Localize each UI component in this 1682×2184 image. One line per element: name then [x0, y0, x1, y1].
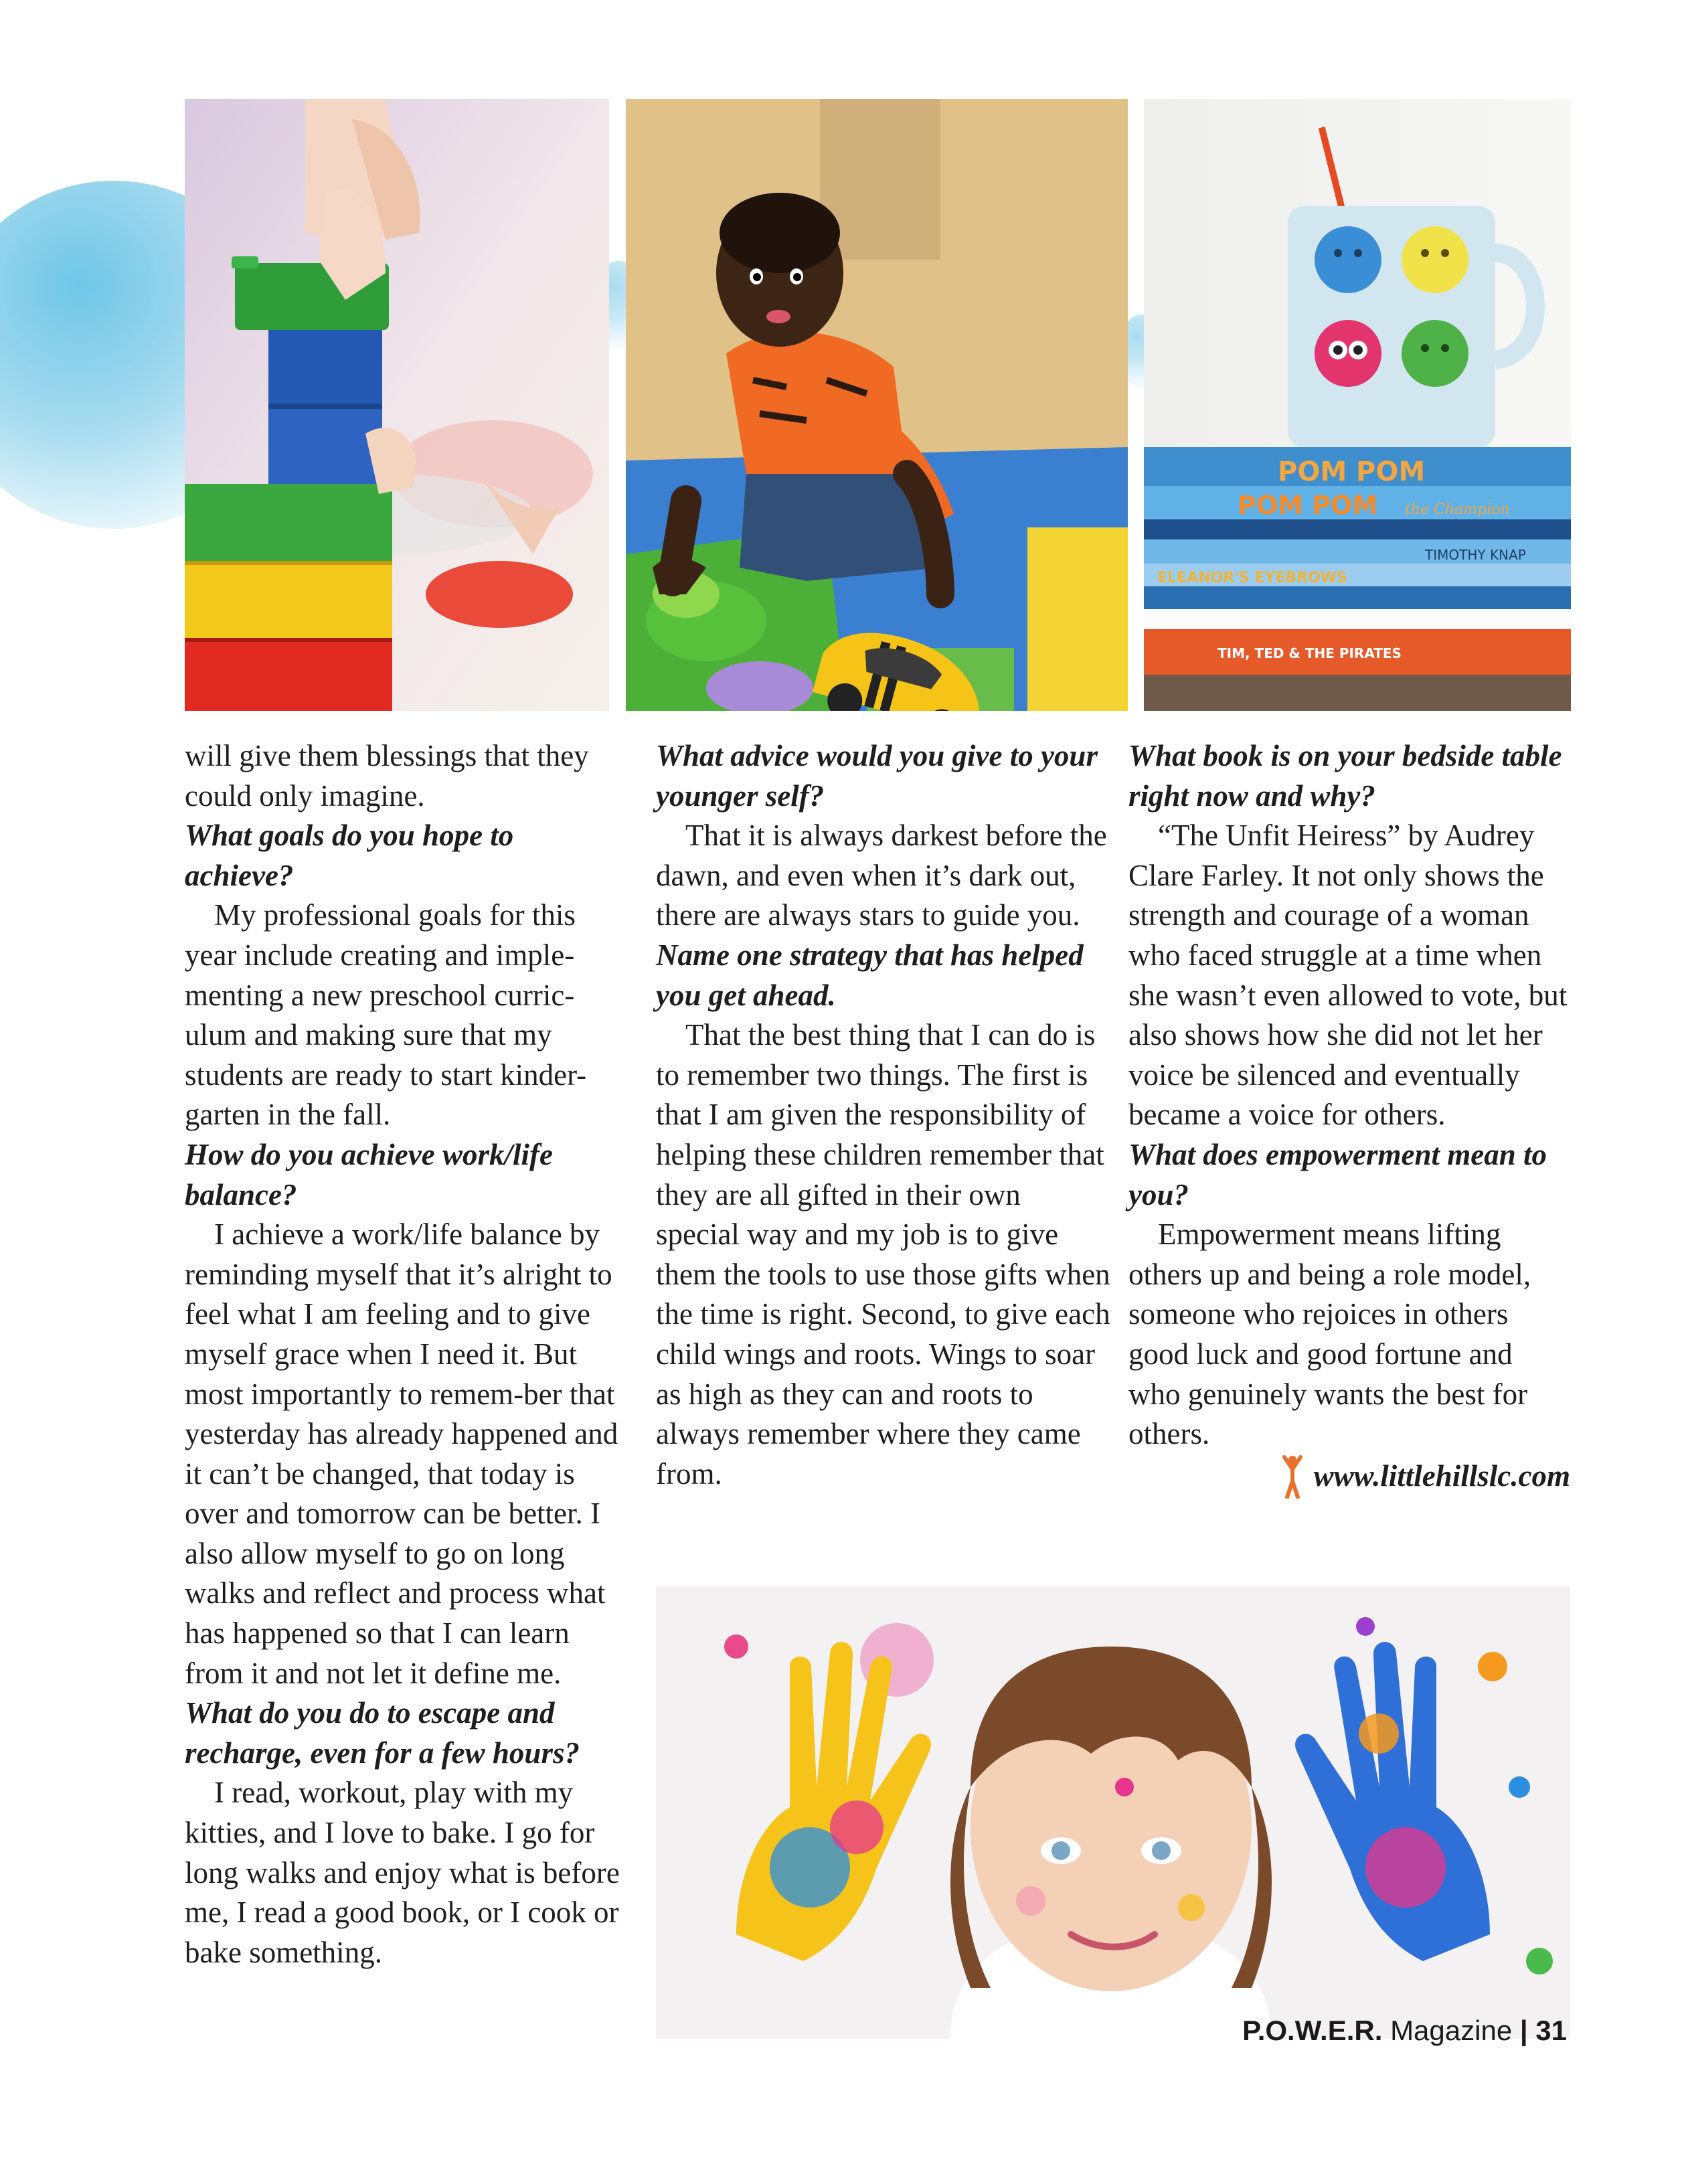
website-link[interactable]: www.littlehillslc.com	[1313, 1458, 1570, 1493]
photo-cup-and-books	[1144, 99, 1571, 711]
book-title-eleanor: ELEANOR'S EYEBROWS	[1157, 570, 1347, 586]
column1-lead: will give them blessings that they could only imagine.	[185, 739, 589, 813]
photo-girl-painted-hands	[656, 1586, 1570, 2039]
column2-question-strategy: Name one strategy that has helped you get ahead.	[656, 938, 1084, 1012]
column1-question-goals: What goals do you hope to achieve?	[185, 819, 514, 892]
column2-answer-strategy: That the best thing that I can do is to remember two things. The first is that I am given the responsibility of helping these children remember that they are all gifted in their own special way and my job is to give them the tools to use those gifts when the time is right. Second, to give each child wings and roots. Wings to soar as high as they can and roots to always remember where they came from.	[656, 1018, 1110, 1491]
footer-magazine: Magazine	[1390, 2015, 1513, 2046]
book-author-timothy: TIMOTHY KNAP	[1425, 547, 1526, 563]
column2-question-advice: What advice would you give to your younger self?	[656, 739, 1098, 813]
book-title-pompom: POM POM	[1278, 456, 1426, 487]
column1-answer-balance: I achieve a work/life balance by reminding myself that it’s alright to feel what I am feeling and to give myself grace when I need it. But most importantly to remem-ber that yesterday has already happened and it can’t be changed, that today is over and tomorrow can be better. I also allow myself to go on long walks and reflect and process what has happened so that I can learn from it and not let it define me.	[185, 1217, 618, 1690]
column3-answer-book: “The Unfit Heiress” by Audrey Clare Farley. It not only shows the strength and courage of a woman who faced struggle at a time when she wasn’t even allowed to vote, but also shows how she did not let her voice be silenced and eventually became a voice for others.	[1128, 819, 1568, 1132]
footer-page-number: 31	[1535, 2015, 1567, 2046]
photo-toy-blocks	[185, 99, 609, 711]
photo-boy-with-toy-car	[626, 99, 1128, 711]
footer-separator: |	[1519, 2015, 1528, 2046]
book-title-pirates: TIM, TED & THE PIRATES	[1217, 645, 1402, 661]
article-column-3	[1128, 736, 1570, 1499]
website-line	[1128, 1454, 1570, 1499]
column3-answer-empowerment: Empowerment means lifting others up and being a role model, someone who rejoices in others good luck and good fortune and who genuinely wants the best for others.	[1128, 1217, 1531, 1451]
column1-question-balance: How do you achieve work/life balance?	[185, 1137, 553, 1211]
page-footer	[1242, 2015, 1567, 2047]
column1-answer-goals: My professional goals for this year include creating and imple-menting a new preschool curric-ulum and making sure that my students are ready to start kinder-garten in the fall.	[185, 898, 587, 1132]
column2-answer-advice: That it is always darkest before the dawn, and even when it’s dark out, there are always stars to guide you.	[656, 819, 1107, 932]
article-column-2	[656, 736, 1111, 1494]
figure-logo-icon	[1282, 1454, 1303, 1499]
book-title-pompom-champion: POM POM	[1238, 491, 1378, 520]
column1-question-recharge: What do you do to escape and recharge, even for a few hours?	[185, 1696, 580, 1770]
column3-question-empowerment: What does empowerment mean to you?	[1128, 1137, 1547, 1211]
footer-brand: P.O.W.E.R.	[1242, 2015, 1383, 2046]
column1-answer-recharge: I read, workout, play with my kitties, and I love to bake. I go for long walks and enjoy what is before me, I read a good book, or I cook or bake something.	[185, 1776, 620, 1969]
column3-question-book: What book is on your bedside table right now and why?	[1128, 739, 1562, 813]
book-subtitle-champion: the Champion	[1405, 501, 1510, 518]
article-column-1	[185, 736, 626, 1972]
